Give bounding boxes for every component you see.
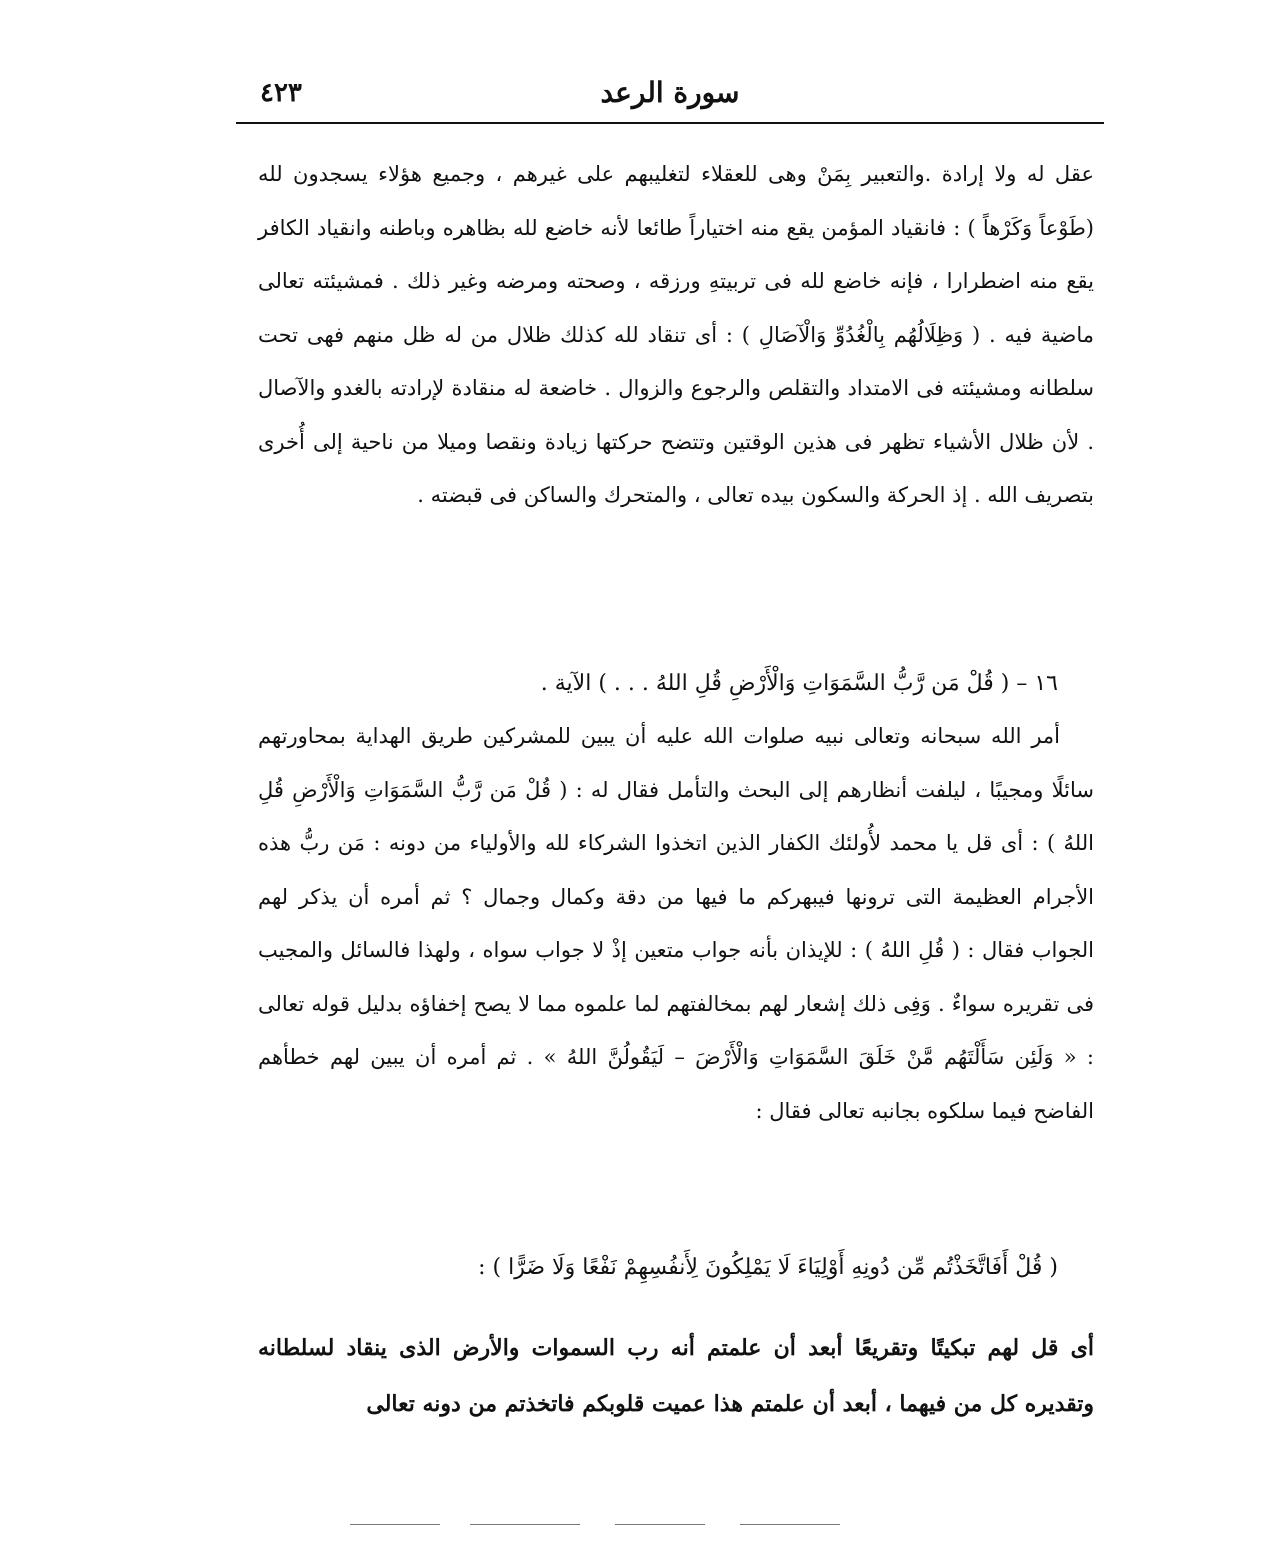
footer-rule-3 — [615, 1524, 705, 1525]
footer-rule-2 — [470, 1524, 580, 1525]
verse-quote: ( قُلْ أَفَاتَّخَذْتُم مِّن دُونِهِ أَوْلِيَاءَ لَا يَمْلِكُونَ لِأَنفُسِهِمْ نَفْعًا وَلَا ضَرًّا ) : — [478, 1255, 1058, 1280]
surah-title: سورة الرعد — [600, 76, 740, 109]
paragraph-3: أى قل لهم تبكيتًا وتقريعًا أبعد أن علمتم أنه رب السموات والأرض الذى ينقاد لسلطانه وتقديره كل من فيهما ، أبعد أن علمتم هذا عميت قلوبكم فاتخذتم من دونه تعالى — [258, 1335, 1094, 1417]
paragraph-1: عقل له ولا إرادة .والتعبير بِمَنْ وهى للعقلاء لتغليبهم على غيرهم ، وجميع هؤلاء يسجدون لله (طَوْعاً وَكَرْهاً ) : فانقياد المؤمن يقع منه اختياراً طائعا لأنه خاضع لله بظاهره وباطنه وانقياد الكافر يقع منه اضطرارا ، فإنه خاضع لله فى تربيتهِ ورزقه ، وصحته ومرضه وغير ذلك . فمشيئته تعالى ماضية فيه . ( وَظِلَالُهُم بِالْغُدُوِّ وَالْآصَالِ ) : أى تنقاد لله كذلك ظلال من له ظل منهم فهى تحت سلطانه ومشيئته فى الامتداد والتقلص والرجوع والزوال . خاضعة له منقادة لإرادته بالغدو والآصال . لأن ظلال الأشياء تظهر فى هذين الوقتين وتتضح حركتها زيادة ونقصا وميلا من ناحية إلى أُخرى بتصريف الله . إذ الحركة والسكون بيده تعالى ، والمتحرك والساكن فى قبضته . — [258, 162, 1094, 507]
page-header — [236, 62, 1104, 120]
paragraph-2: أمر الله سبحانه وتعالى نبيه صلوات الله عليه أن يبين للمشركين طريق الهداية بمحاورتهم سائلًا ومجيبًا ، ليلفت أنظارهم إلى البحث والتأمل فقال له : ( قُلْ مَن رَّبُّ السَّمَوَاتِ وَالْأَرْضِ قُلِ اللهُ ) : أى قل يا محمد لأُولئك الكفار الذين اتخذوا الشركاء لله والأولياء من دونه : مَن ربُّ هذه الأجرام العظيمة التى ترونها فيبهركم ما فيها من دقة وكمال وجمال ؟ ثم أمره أن يذكر لهم الجواب فقال : ( قُلِ اللهُ ) : للإيذان بأنه جواب متعين إذْ لا جواب سواه ، ولهذا فالسائل والمجيب فى تقريره سواءٌ . وَفِى ذلك إشعار لهم بمخالفتهم لما علموه مما لا يصح إخفاؤه بدليل قوله تعالى : « وَلَئِن سَأَلْتَهُم مَّنْ خَلَقَ السَّمَوَاتِ وَالْأَرْضَ – لَيَقُولُنَّ اللهُ » . ثم أمره أن يبين لهم خطأهم الفاضح فيما سلكوه بجانبه تعالى فقال : — [258, 724, 1094, 1123]
footer-rule-1 — [350, 1524, 440, 1525]
page-number: ٤٢٣ — [260, 78, 302, 108]
header-rule — [236, 122, 1104, 124]
footer-rule-4 — [740, 1524, 840, 1525]
verse-heading-16: ١٦ – ( قُلْ مَن رَّبُّ السَّمَوَاتِ وَالْأَرْضِ قُلِ اللهُ . . . ) الآية . — [540, 671, 1058, 696]
